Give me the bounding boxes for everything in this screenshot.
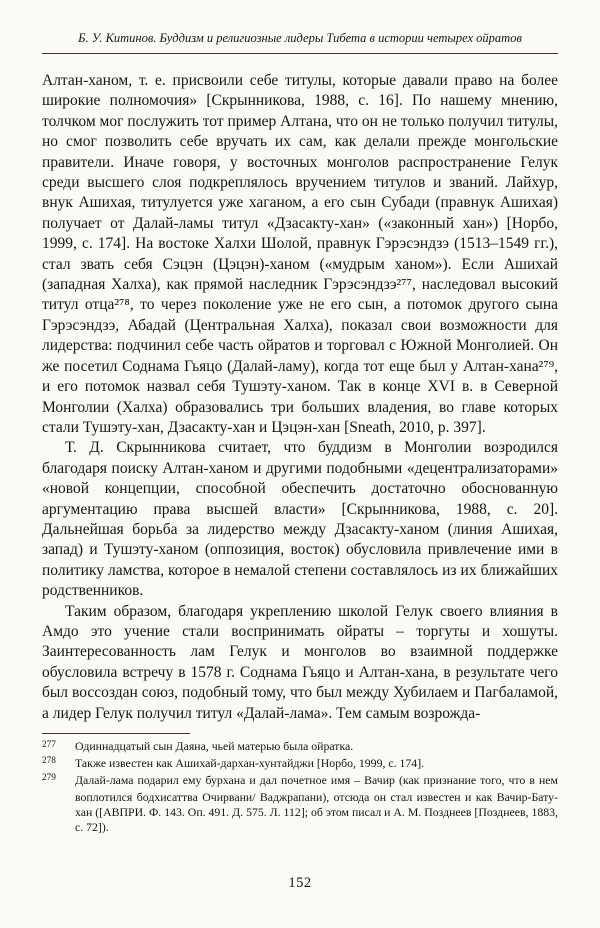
footnote-number: 279: [42, 773, 56, 784]
footnote-number: 278: [42, 756, 56, 767]
footnote-text: Также известен как Ашихай-дархан-хунтайджи [Норбо, 1999, с. 174].: [75, 755, 425, 770]
footnote-277: [42, 739, 558, 756]
page-number: 152: [288, 875, 312, 891]
footnote-278: [42, 756, 558, 773]
footnote-text: Одиннадцатый сын Даяна, чьей матерью была ойратка.: [75, 739, 354, 753]
footnote-text: Далай-лама подарил ему бурхана и дал почетное имя – Вачир (как признание того, что в нем воплотился бодхисаттва Очирвани/ Ваджрапани), отсюда он стал известен и как Вачир-Бату-хан ([АВПРИ. Ф. 143. Оп. 491. Д. 575. Л. 112]; об этом писал и А. М. Позднеев [Позднеев, 1883, с. 72]).: [75, 772, 558, 834]
running-header: [42, 28, 558, 54]
body-text: [42, 71, 558, 724]
footnote-number: 277: [42, 739, 56, 750]
running-header-text: Б. У. Китинов. Буддизм и религиозные лидеры Тибета в истории четырех ойратов: [78, 31, 522, 45]
footnotes-section: [42, 733, 558, 834]
footnote-separator-rule: [42, 733, 190, 734]
footnote-279: [42, 773, 558, 835]
paragraph-continuation: Алтан-ханом, т. е. присвоили себе титулы, которые давали право на более широкие полномочия» [Скрынникова, 1988, с. 16]. По нашему мнению, толчком мог послужить тот пример Алтана, что он не только получил титулы, но смог позволить себе вручать их сам, как делали прежде монгольские правители. Иначе говоря, у восточных монголов распространение Гелук среди высшего слоя подкреплялось вручением титулов и званий. Лайхур, внук Ашихая, титулуется уже хаганом, а его сын Субади (правнук Ашихая) получает от Далай-ламы титул «Дзасакту-хан» («законный хан») [Норбо, 1999, с. 174]. На востоке Халхи Шолой, правнук Гэрэсэндзэ (1513–1549 гг.), стал звать себя Сэцэн (Цэцэн)-ханом («мудрым ханом»). Если Ашихай (западная Халха), как прямой наследник Гэрэсэндзэ²⁷⁷, наследовал высокий титул отца²⁷⁸, то через поколение уже не его сын, а потомок другого сына Гэрэсэндзэ, Абадай (Центральная Халха), показал свои возможности для лидерства: подчинил себе часть ойратов и торговал с Южной Монголией. Он же посетил Соднама Гьяцо (Далай-ламу), когда тот еще был у Алтан-хана²⁷⁹, и его потомок назвал себя Тушэту-ханом. Так в конце XVI в. в Северной Монголии (Халха) образовались три больших владения, во главе которых стали Тушэту-хан, Дзасакту-хан и Цэцэн-хан [Sneath, 2010, p. 397].: [42, 72, 558, 436]
paragraph-geluk-influence: Таким образом, благодаря укреплению школой Гелук своего влияния в Амдо это учение стали воспринимать ойраты – торгуты и хошуты. Заинтересованность лам Гелук и монголов во взаимной поддержке обусловила встречу в 1578 г. Соднама Гьяцо и Алтан-хана, в результате чего был воссоздан союз, подобный тому, что был между Хубилаем и Пагбаламой, а лидер Гелук получил титул «Далай-лама». Тем самым возрожда-: [42, 602, 558, 722]
paragraph-skrynnikova: Т. Д. Скрынникова считает, что буддизм в Монголии возродился благодаря поиску Алтан-ханом и другими подобными «децентрализаторами» «новой концепции, способной обеспечить достаточно обоснованную аргументацию права высшей власти» [Скрынникова, 1988, с. 20]. Дальнейшая борьба за лидерство между Дзасакту-ханом (линия Ашихая, запад) и Тушэту-ханом (оппозиция, восток) обусловила привлечение ими в политику ламства, которое в немалой степени составлялось из их ближайших родственников.: [42, 439, 558, 600]
